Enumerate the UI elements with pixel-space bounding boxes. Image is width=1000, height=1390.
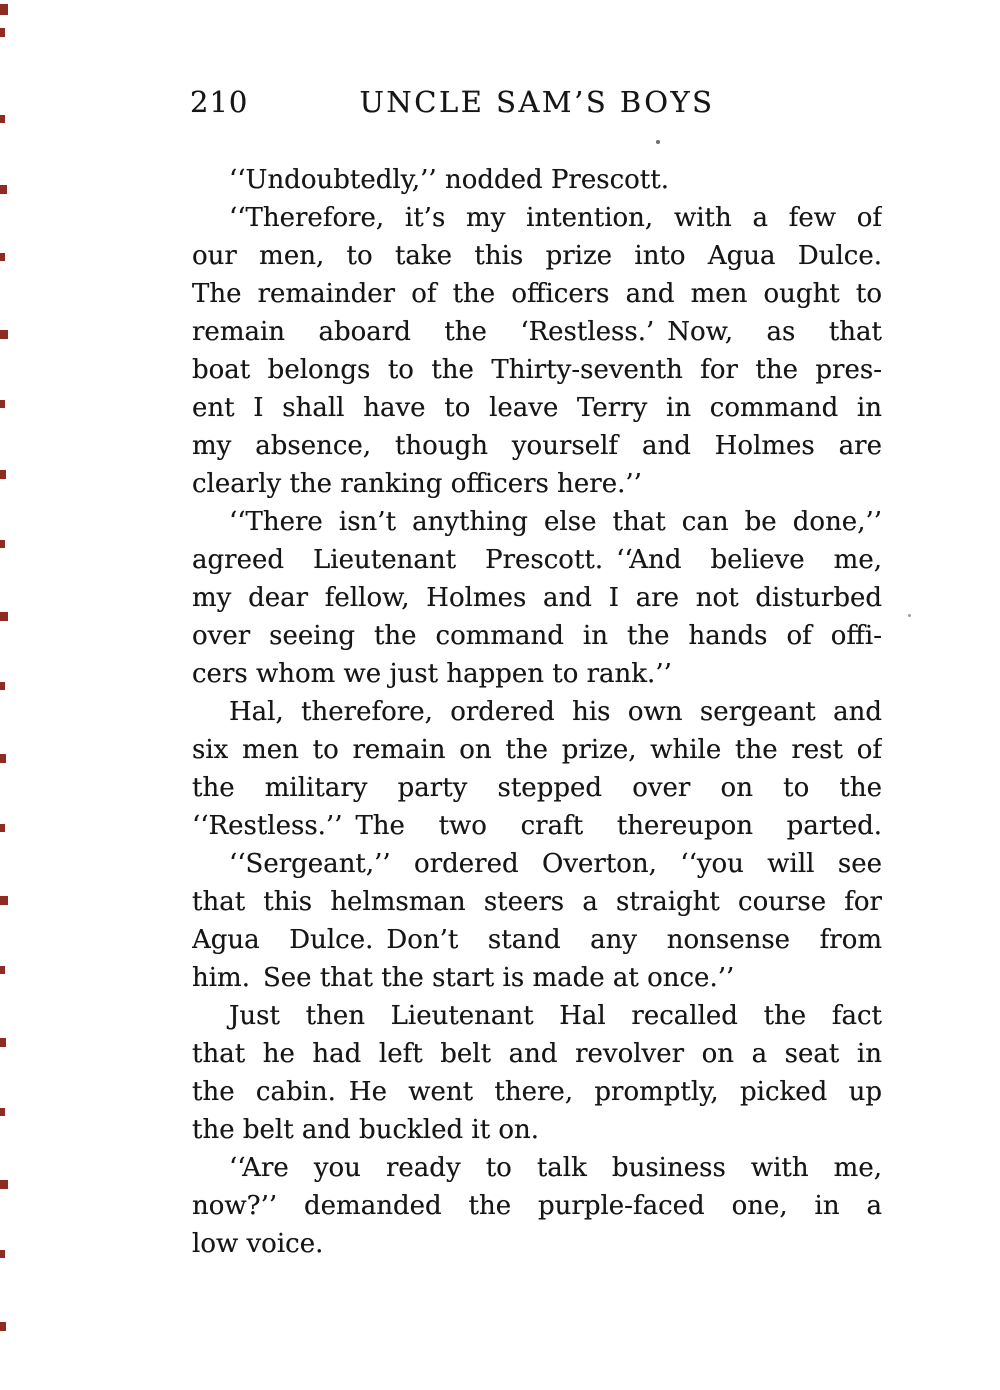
scan-edge-mark: [0, 115, 5, 123]
scan-edge-mark: [0, 1180, 8, 1189]
paragraph: [192, 1149, 882, 1263]
text-line: clearly the ranking officers here.’’: [192, 469, 642, 499]
text-line: the cabin. He went there, promptly, picked up: [192, 1077, 882, 1107]
text-line: that this helmsman steers a straight course for: [192, 887, 882, 917]
text-line: ‘‘Sergeant,’’ ordered Overton, ‘‘you will see: [229, 849, 882, 879]
text-line: agreed Lieutenant Prescott. ‘‘And believe me,: [192, 545, 882, 575]
text-line: over seeing the command in the hands of offi-: [192, 621, 882, 651]
paragraph: [192, 161, 882, 199]
scan-edge-mark: [0, 1108, 5, 1116]
text-line: six men to remain on the prize, while the rest of: [192, 735, 882, 765]
paragraph: [192, 845, 882, 997]
text-line: remain aboard the ‘Restless.’ Now, as that: [192, 317, 882, 347]
scan-edge-mark: [0, 1250, 5, 1258]
scan-edge-mark: [0, 185, 7, 194]
text-line: ‘‘There isn’t anything else that can be done,’’: [229, 507, 882, 537]
body-text: [192, 161, 882, 1263]
scan-edge-mark: [0, 470, 6, 479]
text-line: ‘‘Therefore, it’s my intention, with a few of: [229, 203, 882, 233]
text-line: the belt and buckled it on.: [192, 1115, 540, 1145]
text-line: Agua Dulce. Don’t stand any nonsense from: [192, 925, 882, 955]
scan-edge-mark: [0, 253, 5, 261]
text-line: ‘‘Undoubtedly,’’ nodded Prescott.: [229, 165, 669, 195]
text-line: Just then Lieutenant Hal recalled the fact: [229, 1001, 882, 1031]
text-line: Hal, therefore, ordered his own sergeant and: [229, 697, 882, 727]
text-line: my dear fellow, Holmes and I are not disturbed: [192, 583, 882, 613]
scan-edge-mark: [0, 966, 5, 974]
scan-edge-mark: [0, 682, 5, 690]
scan-edge-mark: [0, 540, 5, 548]
text-line: my absence, though yourself and Holmes are: [192, 431, 882, 461]
text-line: the military party stepped over on to the: [192, 773, 882, 803]
text-line: our men, to take this prize into Agua Dulce.: [192, 241, 882, 271]
running-title: UNCLE SAM’S BOYS: [359, 85, 715, 119]
scan-edge-mark: [0, 28, 5, 37]
text-line: The remainder of the officers and men ought to: [192, 279, 882, 309]
scan-edge-mark: [0, 400, 5, 408]
scan-edge-mark: [0, 1038, 6, 1047]
running-head: [192, 86, 882, 120]
scan-speck: [656, 140, 660, 144]
text-line: ‘‘Restless.’’ The two craft thereupon parted.: [192, 811, 882, 841]
paragraph: [192, 997, 882, 1149]
text-line: ‘‘Are you ready to talk business with me,: [229, 1153, 882, 1183]
page-number: 210: [190, 85, 249, 119]
scan-edge-mark: [0, 330, 8, 339]
scan-speck: [908, 614, 911, 617]
text-line: that he had left belt and revolver on a seat in: [192, 1039, 882, 1069]
paragraph: [192, 503, 882, 693]
paragraph: [192, 693, 882, 845]
scan-edge-mark: [0, 896, 8, 905]
scan-edge-mark: [0, 4, 8, 15]
scan-edge-mark: [0, 612, 8, 621]
scan-edge-mark: [0, 1322, 6, 1331]
text-line: boat belongs to the Thirty-seventh for the pres-: [192, 355, 882, 385]
text-line: cers whom we just happen to rank.’’: [192, 659, 672, 689]
text-line: ent I shall have to leave Terry in command in: [192, 393, 882, 423]
text-line: him. See that the start is made at once.’’: [192, 963, 735, 993]
text-line: low voice.: [192, 1229, 324, 1259]
scan-edge-mark: [0, 824, 5, 832]
paragraph: [192, 199, 882, 503]
scan-edge-mark: [0, 754, 6, 763]
text-line: now?’’ demanded the purple-faced one, in a: [192, 1191, 882, 1221]
